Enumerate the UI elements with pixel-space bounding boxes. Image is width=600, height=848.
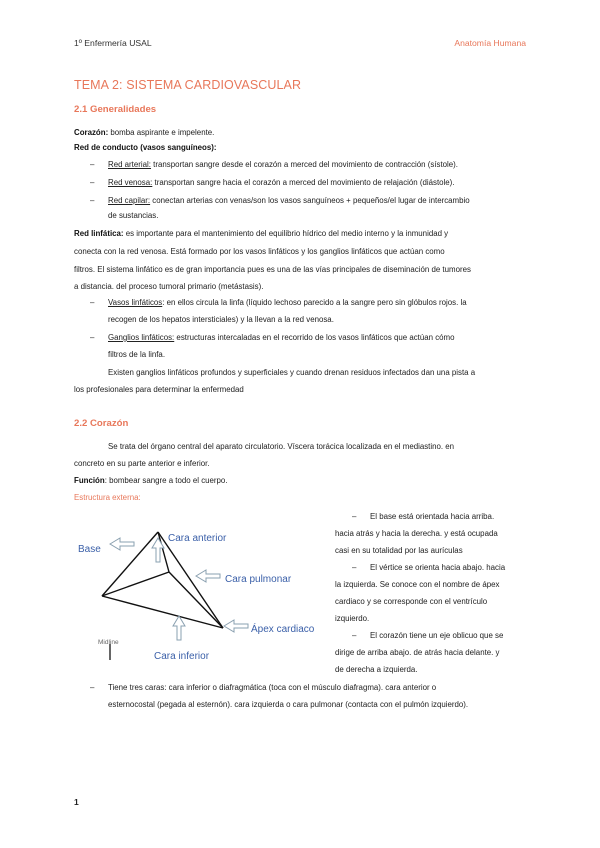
list-item-continuation: de sustancias. [108, 211, 159, 220]
label-apex: Ápex cardiaco [251, 624, 315, 635]
right-col-line: izquierdo. [335, 614, 370, 623]
list-item-continuation: filtros de la linfa. [108, 350, 166, 359]
midline-label: Midline [98, 639, 119, 646]
corazon-line [74, 128, 214, 138]
paragraph-line: concreto en su parte anterior e inferior. [74, 459, 210, 468]
red-conducto-line [74, 143, 217, 153]
linfatica-line [74, 229, 448, 239]
linfatica-text: es importante para el mantenimiento del equilibrio hídrico del medio interno y la inmunidad y [123, 229, 449, 238]
section-heading-generalidades: 2.1 Generalidades [74, 104, 157, 115]
red-conducto-label: Red de conducto (vasos sanguíneos): [74, 143, 217, 152]
right-col-line: la izquierda. Se conoce con el nombre de ápex [335, 580, 500, 589]
corazon-text: bomba aspirante e impelente. [108, 128, 215, 137]
right-col-line: casi en su totalidad por las aurículas [335, 546, 463, 555]
list-bullet: – [90, 683, 95, 692]
list-item [108, 298, 467, 308]
list-item: Tiene tres caras: cara inferior o diafragmática (toca con el músculo diafragma). cara anterior o [108, 683, 437, 692]
list-item-term: Red arterial: [108, 160, 151, 169]
right-col-line: El base está orientada hacia arriba. [370, 512, 495, 521]
list-item-term: Red venosa: [108, 178, 153, 187]
header-subject: Anatomía Humana [454, 38, 526, 48]
list-bullet: – [352, 563, 357, 572]
heart-diagram [72, 518, 330, 660]
list-item [108, 178, 455, 188]
list-bullet: – [90, 298, 95, 307]
list-bullet: – [352, 512, 357, 521]
right-col-line: El corazón tiene un eje oblicuo que se [370, 631, 504, 640]
right-col-line: dirige de arriba abajo. de atrás hacia delante. y [335, 648, 500, 657]
funcion-label: Función [74, 476, 105, 485]
label-cara-anterior: Cara anterior [168, 533, 227, 544]
list-bullet: – [90, 160, 95, 169]
list-item-term: Vasos linfáticos [108, 298, 163, 307]
list-item-text: conectan arterias con venas/son los vasos sanguíneos + pequeños/el lugar de intercambio [150, 196, 470, 205]
paragraph-line: Existen ganglios linfáticos profundos y superficiales y cuando drenan residuos infectados dan una pista a [108, 368, 476, 377]
list-item-text: transportan sangre desde el corazón a merced del movimiento de contracción (sístole). [150, 160, 458, 169]
header-course: 1º Enfermería USAL [74, 38, 152, 48]
right-col-line: hacia atrás y hacia la derecha. y está ocupada [335, 529, 498, 538]
paragraph-line: filtros. El sistema linfático es de gran importancia pues es una de las vías principales de diseminación de tumores [74, 265, 471, 274]
label-base: Base [78, 544, 101, 555]
list-item-term: Ganglios linfáticos: [108, 333, 175, 342]
paragraph-line: a distancia. del proceso tumoral primario (metástasis). [74, 282, 264, 291]
list-bullet: – [90, 196, 95, 205]
section-heading-corazon: 2.2 Corazón [74, 418, 129, 429]
list-item-term: Red capilar: [108, 196, 151, 205]
paragraph-line: conecta con la red venosa. Está formado por los vasos linfáticos y los ganglios linfáticos que actúan como [74, 247, 445, 256]
label-cara-inferior: Cara inferior [154, 651, 210, 660]
list-item-text: : en ellos circula la linfa (líquido lechoso parecido a la sangre pero sin glóbulos rojos. la [162, 298, 467, 307]
right-col-line: de derecha a izquierda. [335, 665, 418, 674]
funcion-text: : bombear sangre a todo el cuerpo. [104, 476, 228, 485]
label-cara-pulmonar: Cara pulmonar [225, 574, 292, 585]
funcion-line [74, 476, 228, 486]
list-item [108, 333, 455, 343]
page-title: TEMA 2: SISTEMA CARDIOVASCULAR [74, 78, 302, 92]
list-bullet: – [90, 333, 95, 342]
list-item-text: estructuras intercaladas en el recorrido de los vasos linfáticos que actúan cómo [174, 333, 455, 342]
list-item-text: transportan sangre hacia el corazón a merced del movimiento de relajación (diástole). [152, 178, 455, 187]
list-item [108, 196, 470, 206]
right-col-line: cardiaco y se corresponde con el ventrículo [335, 597, 488, 606]
list-item-continuation: esternocostal (pegada al esternón). cara izquierda o cara pulmonar (contacta con el pulmón izquierdo). [108, 700, 469, 709]
list-bullet: – [90, 178, 95, 187]
list-item [108, 160, 458, 170]
linfatica-label: Red linfática: [74, 229, 124, 238]
page-number: 1 [74, 797, 79, 807]
paragraph-line: Se trata del órgano central del aparato circulatorio. Víscera torácica localizada en el mediastino. en [108, 442, 455, 451]
right-col-line: El vértice se orienta hacia abajo. hacia [370, 563, 506, 572]
list-item-continuation: recogen de los hepatos intersticiales) y la llevan a la red venosa. [108, 315, 334, 324]
corazon-label: Corazón: [74, 128, 109, 137]
estructura-label: Estructura externa: [74, 493, 141, 502]
list-bullet: – [352, 631, 357, 640]
paragraph-line: los profesionales para determinar la enfermedad [74, 385, 244, 394]
